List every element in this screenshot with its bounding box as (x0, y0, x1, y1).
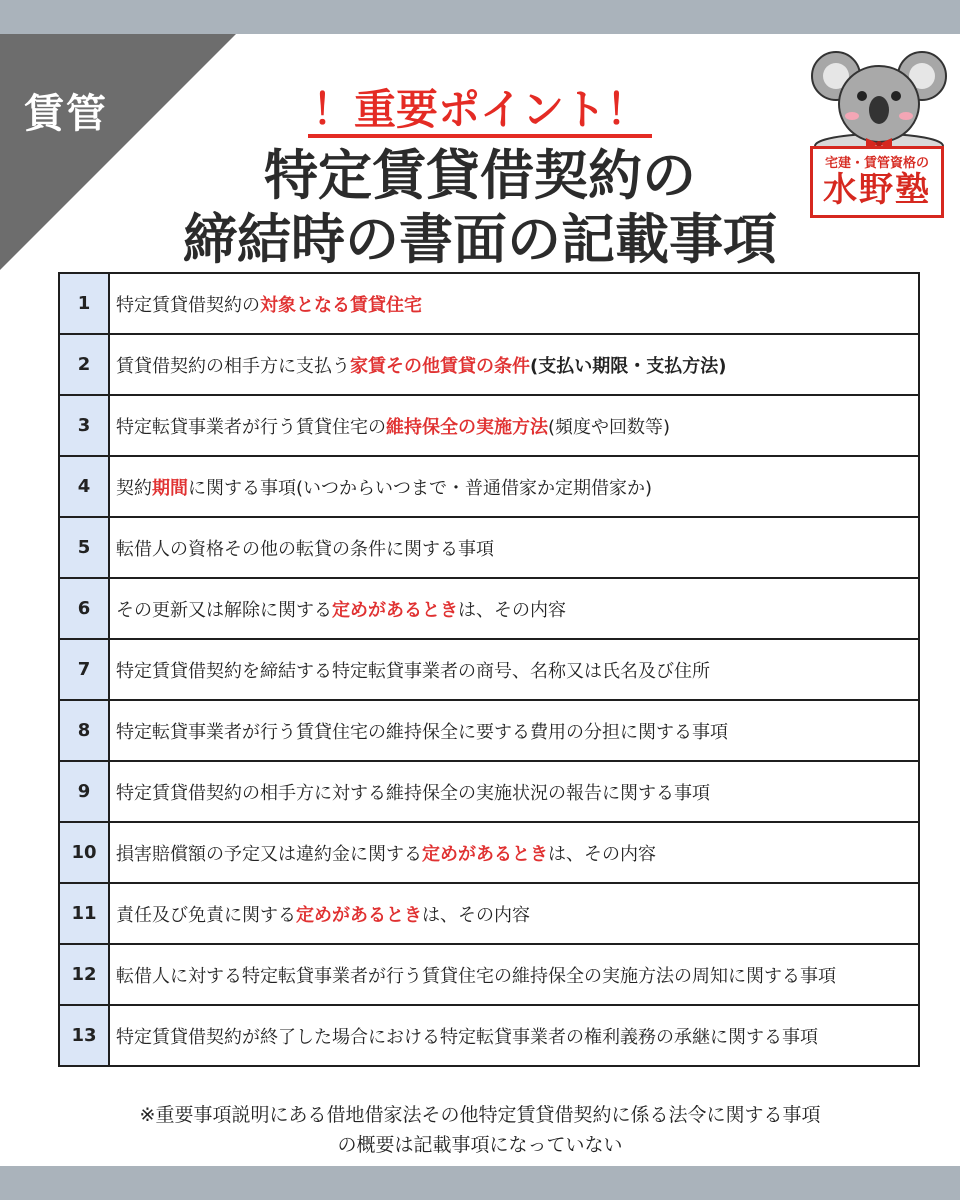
item-text-plain-after: (頻度や回数等) (548, 416, 671, 438)
item-text (109, 700, 919, 761)
item-text-highlight: 家賃その他賃貸の条件 (350, 355, 530, 377)
item-text-plain: 特定賃貸借契約の相手方に対する維持保全の実施状況の報告に関する事項 (116, 782, 710, 804)
item-text-plain: 特定転貸事業者が行う賃貸住宅の (116, 416, 386, 438)
item-text-plain-after: は、その内容 (548, 843, 656, 865)
item-text-highlight: 期間 (152, 477, 188, 499)
item-text-plain: 特定賃貸借契約の (116, 294, 260, 316)
item-number: 3 (59, 395, 109, 456)
item-text-plain-after: は、その内容 (422, 904, 530, 926)
item-number: 9 (59, 761, 109, 822)
item-text (109, 1005, 919, 1066)
item-number: 12 (59, 944, 109, 1005)
item-number: 13 (59, 1005, 109, 1066)
item-text-plain: 特定賃貸借契約を締結する特定転貸事業者の商号、名称又は氏名及び住所 (116, 660, 710, 682)
item-text-plain-after: は、その内容 (458, 599, 566, 621)
table-row (59, 273, 919, 334)
item-text (109, 395, 919, 456)
item-text (109, 944, 919, 1005)
item-text (109, 761, 919, 822)
item-number: 7 (59, 639, 109, 700)
items-table (58, 272, 920, 1067)
table-row (59, 700, 919, 761)
table-row (59, 822, 919, 883)
table-row (59, 944, 919, 1005)
item-number: 8 (59, 700, 109, 761)
table-row (59, 761, 919, 822)
item-text-highlight: 対象となる賃貸住宅 (260, 294, 422, 316)
item-text (109, 883, 919, 944)
item-number: 11 (59, 883, 109, 944)
table-row (59, 395, 919, 456)
corner-label: 賃管 (24, 91, 108, 137)
item-text-plain: 転借人に対する特定転貸事業者が行う賃貸住宅の維持保全の実施方法の周知に関する事項 (116, 965, 836, 987)
item-text-plain-after: に関する事項(いつからいつまで・普通借家か定期借家か) (188, 477, 653, 499)
item-text-highlight: 定めがあるとき (332, 599, 458, 621)
item-text (109, 456, 919, 517)
logo-big-text: 水野塾 (823, 170, 931, 210)
item-text-bold-note: (支払い期限・支払方法) (530, 355, 727, 377)
footnote-line-2: の概要は記載事項になっていない (337, 1134, 623, 1156)
item-text-highlight: 維持保全の実施方法 (386, 416, 548, 438)
item-number: 4 (59, 456, 109, 517)
item-number: 5 (59, 517, 109, 578)
item-text-plain: 責任及び免責に関する (116, 904, 296, 926)
table-row (59, 456, 919, 517)
footnote-line-1: ※重要事項説明にある借地借家法その他特定賃貸借契約に係る法令に関する事項 (139, 1104, 821, 1126)
item-text-plain: 特定転貸事業者が行う賃貸住宅の維持保全に要する費用の分担に関する事項 (116, 721, 728, 743)
logo-badge (810, 146, 944, 218)
item-number: 6 (59, 578, 109, 639)
item-text (109, 822, 919, 883)
koala-mascot-icon (806, 46, 952, 150)
item-text (109, 578, 919, 639)
logo (806, 46, 952, 222)
headline-text: ！重要ポイント！ (308, 86, 652, 138)
item-text (109, 639, 919, 700)
item-number: 2 (59, 334, 109, 395)
item-text (109, 517, 919, 578)
title-line-2: 締結時の書面の記載事項 (183, 208, 777, 271)
logo-small-text: 宅建・賃管資格の (824, 156, 929, 171)
item-text (109, 334, 919, 395)
table-row (59, 639, 919, 700)
item-text-highlight: 定めがあるとき (422, 843, 548, 865)
item-text-plain: その更新又は解除に関する (116, 599, 332, 621)
title-line-1: 特定賃貸借契約の (264, 144, 696, 207)
footnote (0, 1100, 960, 1160)
table-row (59, 517, 919, 578)
item-text-plain: 契約 (116, 477, 152, 499)
item-text-plain: 特定賃貸借契約が終了した場合における特定転貸事業者の権利義務の承継に関する事項 (116, 1026, 818, 1048)
item-number: 10 (59, 822, 109, 883)
item-number: 1 (59, 273, 109, 334)
item-text-plain: 賃貸借契約の相手方に支払う (116, 355, 350, 377)
table-row (59, 578, 919, 639)
table-row (59, 1005, 919, 1066)
item-text-plain: 損害賠償額の予定又は違約金に関する (116, 843, 422, 865)
item-text-plain: 転借人の資格その他の転貸の条件に関する事項 (116, 538, 494, 560)
table-row (59, 883, 919, 944)
content-card (0, 34, 960, 1166)
item-text (109, 273, 919, 334)
item-text-highlight: 定めがあるとき (296, 904, 422, 926)
page-title (120, 144, 840, 272)
table-row (59, 334, 919, 395)
